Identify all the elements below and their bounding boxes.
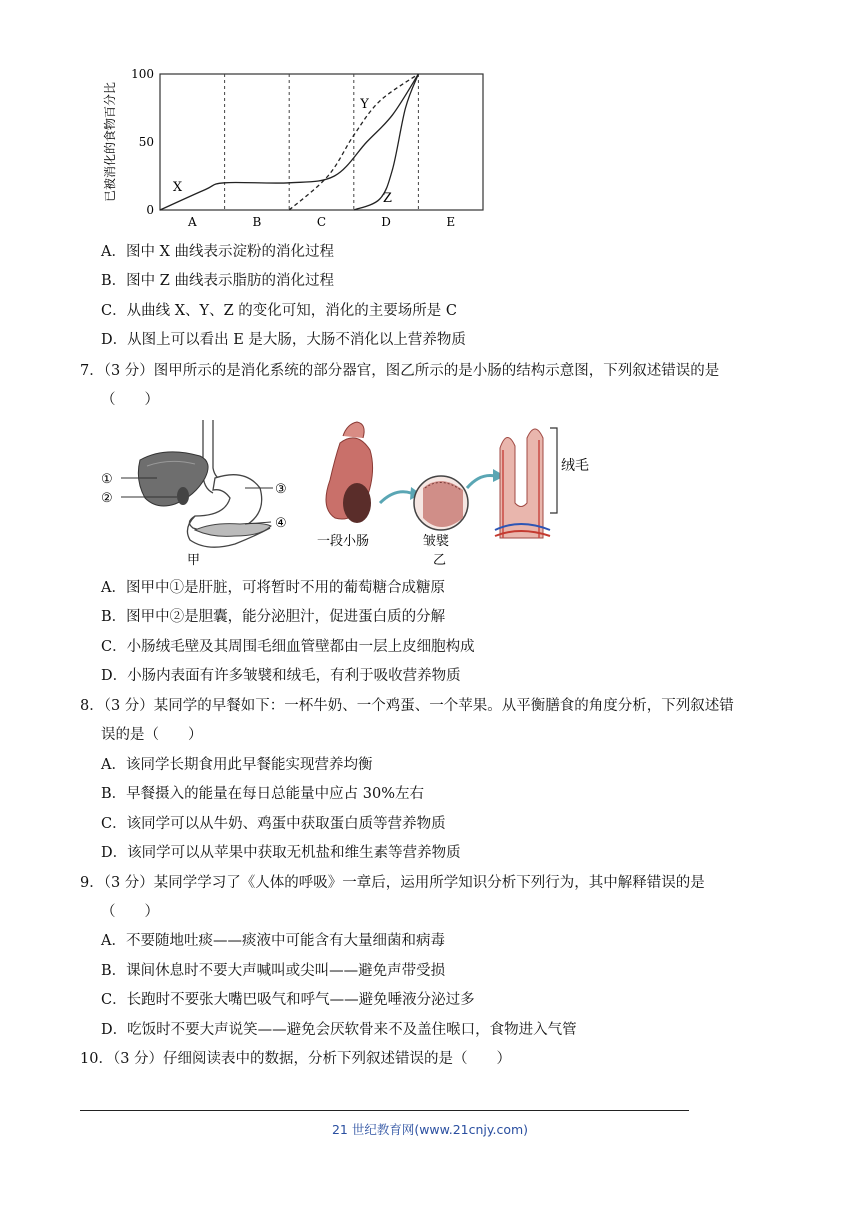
q8-stem-cont: 误的是（ ） bbox=[101, 727, 203, 743]
x-tick-label-a: A bbox=[187, 215, 197, 229]
q9-answer-blank: （ ） bbox=[101, 904, 159, 920]
series-label-z: Z bbox=[382, 190, 392, 206]
q9-stem: 9．（3 分）某同学学习了《人体的呼吸》一章后，运用所学知识分析下列行为，其中解释错误的是 bbox=[80, 875, 705, 891]
q6-option-a[interactable]: A．图中 X 曲线表示淀粉的消化过程 bbox=[101, 244, 335, 260]
q7-answer-blank: （ ） bbox=[101, 392, 159, 408]
q9-option-c[interactable]: C．长跑时不要张大嘴巴吸气和呼气——避免唾液分泌过多 bbox=[101, 992, 475, 1008]
q9-option-d[interactable]: D．吃饭时不要大声说笑——避免会厌软骨来不及盖住喉口，食物进入气管 bbox=[101, 1022, 577, 1038]
q9-option-a[interactable]: A．不要随地吐痰——痰液中可能含有大量细菌和病毒 bbox=[101, 933, 445, 949]
q8-stem: 8．（3 分）某同学的早餐如下：一杯牛奶、一个鸡蛋、一个苹果。从平衡膳食的角度分析，下列叙述错 bbox=[80, 698, 734, 714]
x-tick-label-e: E bbox=[446, 215, 456, 229]
x-tick-label-b: B bbox=[252, 215, 262, 229]
x-tick-label-c: C bbox=[316, 215, 327, 229]
q8-option-b[interactable]: B．早餐摄入的能量在每日总能量中应占 30%左右 bbox=[101, 786, 424, 802]
digestive-system-figure bbox=[95, 418, 595, 573]
footer-link[interactable]: 21 世纪教育网(www.21cnjy.com) bbox=[331, 1122, 529, 1137]
villi-shape bbox=[495, 428, 557, 538]
q7-option-c[interactable]: C．小肠绒毛壁及其周围毛细血管壁都由一层上皮细胞构成 bbox=[101, 639, 475, 655]
plot-frame bbox=[160, 74, 483, 210]
y-tick-label: 100 bbox=[131, 67, 154, 81]
q6-option-c[interactable]: C．从曲线 X、Y、Z 的变化可知，消化的主要场所是 C bbox=[101, 303, 457, 319]
y-tick-label: 0 bbox=[146, 203, 154, 217]
curve-z bbox=[354, 74, 419, 210]
q8-option-c[interactable]: C．该同学可以从牛奶、鸡蛋中获取蛋白质等营养物质 bbox=[101, 816, 446, 832]
y-tick-label: 50 bbox=[138, 135, 154, 149]
liver-shape bbox=[138, 452, 208, 506]
label-jia: 甲 bbox=[187, 553, 201, 568]
footer-rule bbox=[80, 1110, 689, 1111]
label-3: ③ bbox=[275, 482, 287, 497]
figure-yi bbox=[317, 422, 589, 568]
q6-option-d[interactable]: D．从图上可以看出 E 是大肠，大肠不消化以上营养物质 bbox=[101, 332, 466, 348]
q9-option-b[interactable]: B．课间休息时不要大声喊叫或尖叫——避免声带受损 bbox=[101, 963, 446, 979]
label-1: ① bbox=[101, 472, 113, 487]
gallbladder-shape bbox=[177, 487, 189, 505]
q10-stem: 10．（3 分）仔细阅读表中的数据，分析下列叙述错误的是（ ） bbox=[80, 1051, 512, 1067]
label-fold: 皱襞 bbox=[423, 534, 450, 549]
x-tick-label-d: D bbox=[381, 215, 391, 229]
q6-option-b[interactable]: B．图中 Z 曲线表示脂肪的消化过程 bbox=[101, 273, 334, 289]
label-segment: 一段小肠 bbox=[317, 534, 370, 549]
q8-option-a[interactable]: A．该同学长期食用此早餐能实现营养均衡 bbox=[101, 757, 373, 773]
q7-option-a[interactable]: A．图甲中①是肝脏，可将暂时不用的葡萄糖合成糖原 bbox=[101, 580, 445, 596]
series-label-y: Y bbox=[360, 97, 369, 112]
figure-jia bbox=[101, 420, 287, 568]
q8-option-d[interactable]: D．该同学可以从苹果中获取无机盐和维生素等营养物质 bbox=[101, 845, 461, 861]
digestion-chart bbox=[100, 60, 490, 238]
q7-stem: 7．（3 分）图甲所示的是消化系统的部分器官，图乙所示的是小肠的结构示意图，下列叙述错误的是 bbox=[80, 363, 720, 379]
q7-option-b[interactable]: B．图甲中②是胆囊，能分泌胆汁，促进蛋白质的分解 bbox=[101, 609, 446, 625]
label-2: ② bbox=[101, 491, 113, 506]
label-yi: 乙 bbox=[433, 553, 447, 568]
label-villus: 绒毛 bbox=[561, 458, 589, 474]
y-axis-label: 已被消化的食物百分比 bbox=[103, 81, 117, 203]
series-label-x: X bbox=[172, 179, 183, 195]
label-4: ④ bbox=[275, 516, 287, 531]
q7-option-d[interactable]: D．小肠内表面有许多皱襞和绒毛，有利于吸收营养物质 bbox=[101, 668, 461, 684]
